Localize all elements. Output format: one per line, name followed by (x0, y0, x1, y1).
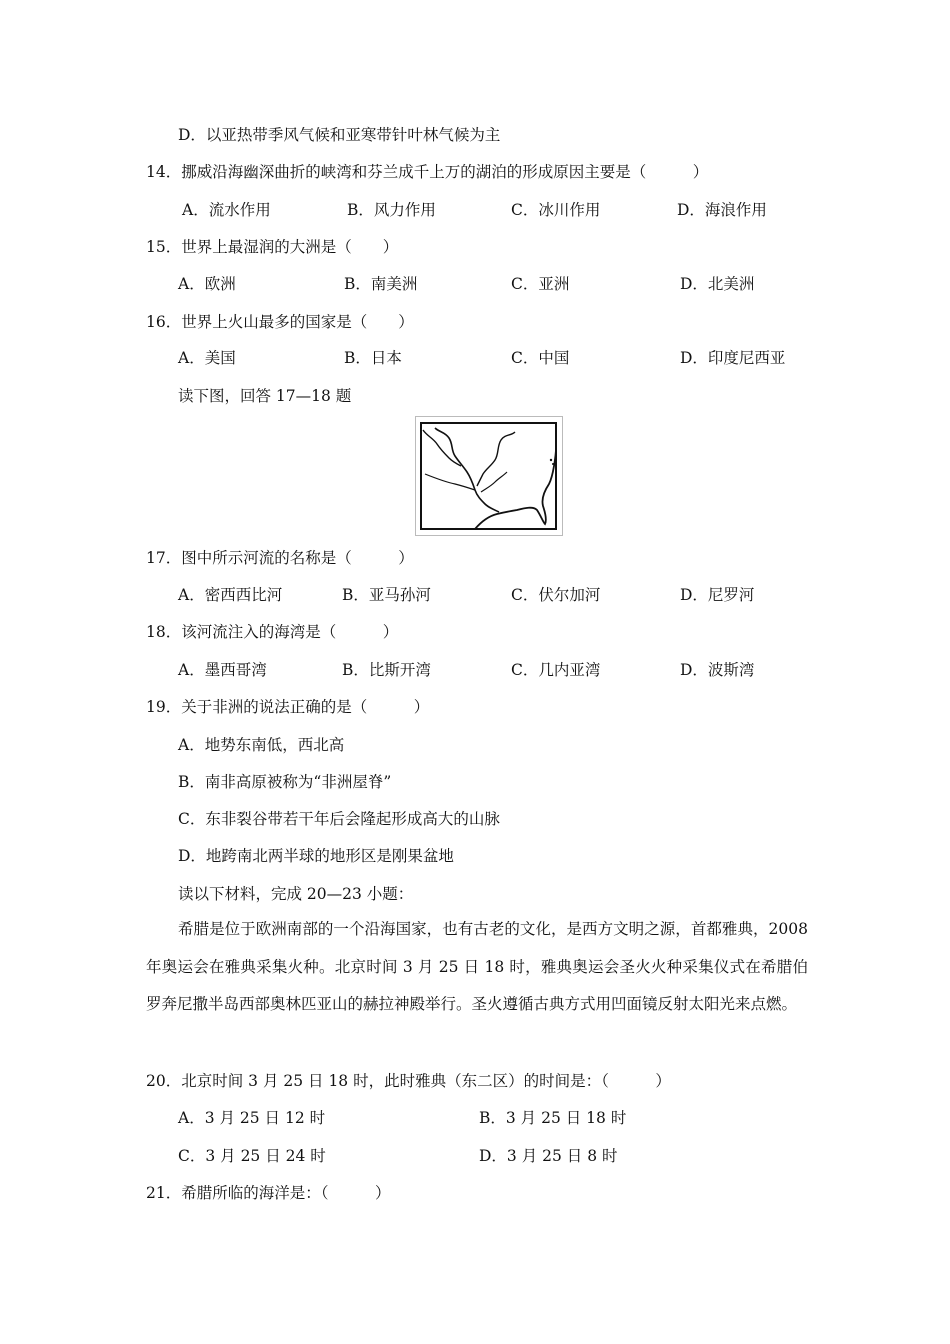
q17-stem: 17．图中所示河流的名称是（ ） (146, 549, 414, 567)
q16-stem: 16．世界上火山最多的国家是（ ） (146, 313, 414, 331)
coast-speck (552, 463, 554, 465)
q14-option-a: A．流水作用 (182, 201, 271, 219)
coast-speck (550, 459, 552, 461)
map-inner-frame (421, 423, 556, 529)
q20-option-c: C．3 月 25 日 24 时 (178, 1147, 326, 1165)
q19-stem: 19．关于非洲的说法正确的是（ ） (146, 698, 430, 716)
q20-stem: 20．北京时间 3 月 25 日 18 时，此时雅典（东二区）的时间是：（ ） (146, 1072, 671, 1090)
q16-option-c: C．中国 (511, 349, 570, 367)
q20-option-b: B．3 月 25 日 18 时 (479, 1109, 627, 1127)
q17-option-c: C．伏尔加河 (511, 586, 601, 604)
q13-option-d: D．以亚热带季风气候和亚寒带针叶林气候为主 (178, 126, 501, 144)
q17-option-a: A．密西西比河 (178, 586, 283, 604)
q18-option-c: C．几内亚湾 (511, 661, 601, 679)
river-map-figure (415, 416, 563, 536)
q15-option-c: C．亚洲 (511, 275, 570, 293)
read-prompt-20-23: 读以下材料，完成 20—23 小题： (178, 885, 414, 903)
read-prompt-17-18: 读下图，回答 17—18 题 (178, 387, 352, 405)
q15-option-b: B．南美洲 (344, 275, 418, 293)
arkansas-river (425, 474, 475, 490)
q17-option-b: B．亚马孙河 (342, 586, 431, 604)
q14-option-b: B．风力作用 (347, 201, 436, 219)
reading-material: 希腊是位于欧洲南部的一个沿海国家，也有古老的文化，是西方文明之源，首都雅典，2008 年奥运会在雅典采集火种。北京时间 3 月 25 日 18 时，雅典奥运会圣火火种采集仪式在希腊伯罗奔尼撒半岛西部奥林匹亚山的赫拉神殿举行。圣火遵循古典方式用凹面镜反射太阳光来点燃。 (146, 920, 808, 1013)
q15-option-a: A．欧洲 (178, 275, 236, 293)
q16-option-b: B．日本 (344, 349, 402, 367)
q19-option-b: B．南非高原被称为“非洲屋脊” (178, 773, 392, 791)
missouri-river (423, 430, 461, 466)
q19-option-a: A．地势东南低，西北高 (178, 736, 345, 754)
q16-option-a: A．美国 (178, 349, 236, 367)
q19-option-c: C．东非裂谷带若干年后会隆起形成高大的山脉 (178, 810, 500, 828)
ohio-river (477, 432, 515, 486)
q18-stem: 18．该河流注入的海湾是（ ） (146, 623, 399, 641)
q14-option-c: C．冰川作用 (511, 201, 601, 219)
q18-option-d: D．波斯湾 (680, 661, 755, 679)
q14-stem: 14．挪威沿海幽深曲折的峡湾和芬兰成千上万的湖泊的形成原因主要是（ ） (146, 163, 709, 181)
tennessee-river (481, 472, 507, 492)
q15-stem: 15．世界上最湿润的大洲是（ ） (146, 238, 399, 256)
mississippi-river (435, 428, 499, 512)
q20-option-a: A．3 月 25 日 12 时 (178, 1109, 326, 1127)
q20-option-d: D．3 月 25 日 8 时 (479, 1147, 618, 1165)
q17-option-d: D．尼罗河 (680, 586, 755, 604)
q15-option-d: D．北美洲 (680, 275, 755, 293)
q18-option-b: B．比斯开湾 (342, 661, 431, 679)
q21-stem: 21．希腊所临的海洋是：（ ） (146, 1184, 391, 1202)
q14-option-d: D．海浪作用 (677, 201, 767, 219)
q18-option-a: A．墨西哥湾 (178, 661, 267, 679)
q16-option-d: D．印度尼西亚 (680, 349, 786, 367)
q19-option-d: D．地跨南北两半球的地形区是刚果盆地 (178, 847, 454, 865)
